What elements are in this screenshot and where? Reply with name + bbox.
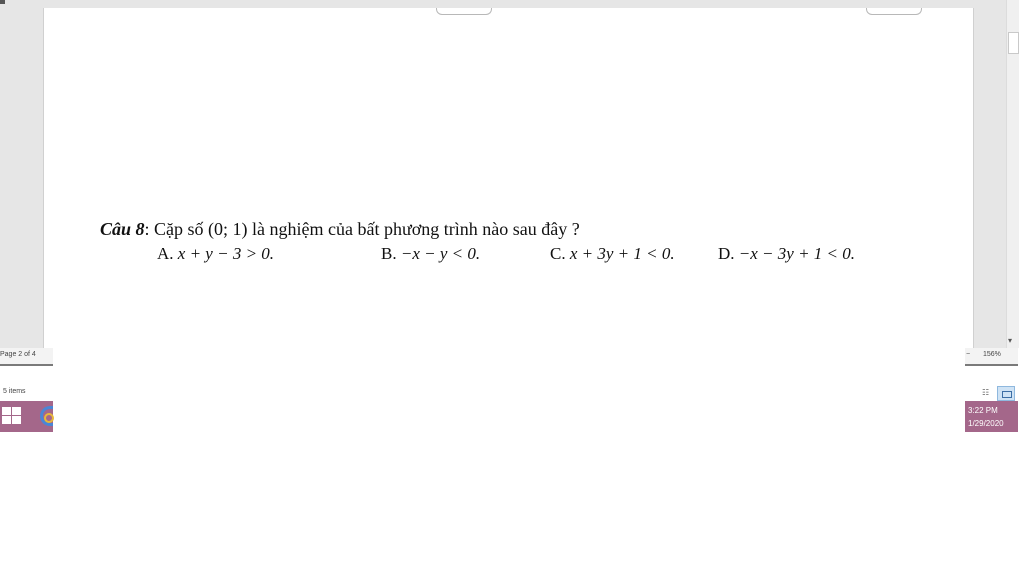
- answer-expression: −x − 3y + 1 < 0.: [738, 244, 856, 263]
- zoom-out-button[interactable]: −: [966, 351, 971, 358]
- document-canvas-right: [972, 0, 1006, 348]
- page-indicator[interactable]: Page 2 of 4: [0, 348, 53, 366]
- view-switcher: [982, 386, 1018, 400]
- page-margin-mark: [436, 8, 492, 15]
- taskbar-left: [0, 401, 53, 432]
- document-page[interactable]: [43, 8, 974, 348]
- tiles-view-icon[interactable]: [997, 386, 1015, 401]
- scrollbar-thumb[interactable]: [1008, 32, 1019, 54]
- answer-letter: C.: [550, 244, 566, 263]
- document-canvas-left: [0, 0, 43, 348]
- clock-date: 1/29/2020: [968, 419, 1004, 428]
- details-view-icon[interactable]: ☷: [982, 388, 990, 397]
- answer-expression: x + y − 3 > 0.: [177, 244, 275, 263]
- answer-c: [550, 244, 675, 264]
- question-text: [100, 219, 580, 240]
- answer-expression: x + 3y + 1 < 0.: [569, 244, 675, 263]
- vertical-scrollbar[interactable]: [1006, 0, 1019, 348]
- status-bar: [0, 348, 1018, 364]
- explorer-item-count: 5 items: [3, 388, 26, 395]
- zoom-control[interactable]: [965, 348, 1018, 366]
- answer-letter: A.: [157, 244, 174, 263]
- question-label: Câu 8: [100, 219, 145, 239]
- question-body: : Cặp số (0; 1) là nghiệm của bất phương trình nào sau đây ?: [144, 219, 580, 239]
- answer-letter: B.: [381, 244, 397, 263]
- clock-time: 3:22 PM: [968, 406, 998, 415]
- answer-b: [381, 244, 480, 264]
- page-margin-mark: [866, 8, 922, 15]
- window-corner-mark: [0, 0, 5, 4]
- zoom-level[interactable]: 156%: [983, 351, 1001, 358]
- scroll-down-arrow-icon[interactable]: ▾: [1008, 336, 1013, 345]
- chrome-icon[interactable]: [40, 406, 53, 426]
- answer-a: [157, 244, 274, 264]
- taskbar-clock[interactable]: [965, 401, 1018, 432]
- answer-letter: D.: [718, 244, 735, 263]
- answer-d: [718, 244, 855, 264]
- document-canvas-top: [0, 0, 1006, 8]
- windows-start-icon[interactable]: [2, 407, 22, 425]
- answer-expression: −x − y < 0.: [400, 244, 481, 263]
